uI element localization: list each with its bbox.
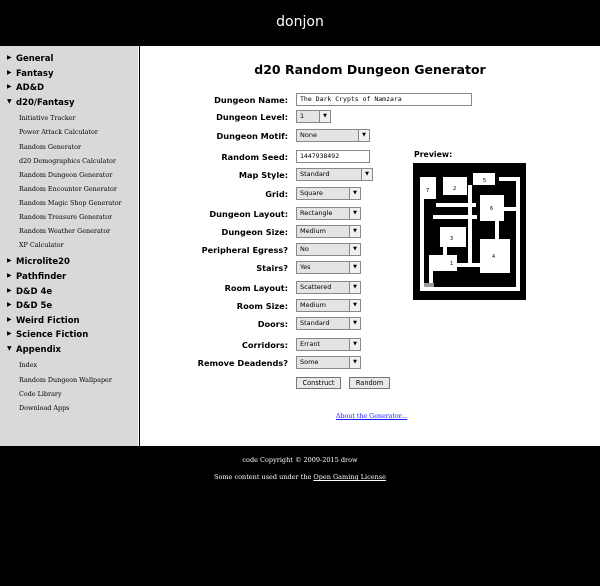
doors-select[interactable]: [296, 317, 361, 330]
open-gaming-license-link[interactable]: Open Gaming License: [313, 473, 386, 481]
chevron-down-icon: ▼: [349, 357, 360, 368]
sidebar-item-link[interactable]: Power Attack Calculator: [19, 128, 98, 137]
chevron-down-icon: ▼: [349, 318, 360, 329]
sidebar-section-label: D&D 5e: [16, 300, 53, 311]
sidebar-section-fantasy[interactable]: [0, 66, 138, 81]
sidebar-section-d-d-4e[interactable]: [0, 284, 138, 299]
sidebar-item-link[interactable]: Index: [19, 361, 38, 370]
chevron-down-icon: ▼: [349, 300, 360, 311]
room-layout-select[interactable]: [296, 281, 361, 294]
corridors-label: Corridors:: [241, 340, 288, 350]
sidebar-item-link[interactable]: Code Library: [19, 389, 62, 398]
room-number: 5: [483, 178, 487, 184]
map-corridor: [457, 263, 481, 267]
sidebar-section-label: Fantasy: [16, 68, 54, 79]
sidebar-section-label: Microlite20: [16, 257, 70, 268]
room-layout-value: Scattered: [300, 283, 332, 291]
sidebar-item-link[interactable]: XP Calculator: [19, 241, 64, 250]
dungeon-layout-label: Dungeon Layout:: [209, 209, 288, 219]
sidebar-section-d20-fantasy[interactable]: [0, 95, 138, 110]
sidebar-nav-list: [0, 46, 138, 415]
sidebar-section-pathfinder[interactable]: [0, 269, 138, 284]
triangle-down-icon: ▼: [7, 344, 12, 352]
dungeon-size-label: Dungeon Size:: [221, 227, 288, 237]
sidebar-section-science-fiction[interactable]: [0, 327, 138, 342]
sidebar-item-link[interactable]: Random Treasure Generator: [19, 213, 113, 222]
peripheral-egress-value: No: [300, 245, 309, 253]
chevron-down-icon: ▼: [349, 244, 360, 255]
chevron-down-icon: ▼: [349, 188, 360, 199]
triangle-right-icon: ▶: [7, 54, 12, 61]
sidebar-section-label: Pathfinder: [16, 271, 67, 282]
map-corridor: [504, 207, 516, 211]
sidebar-item-link[interactable]: Initiative Tracker: [19, 114, 76, 123]
sidebar-section-appendix[interactable]: [0, 342, 138, 357]
triangle-down-icon: ▼: [7, 97, 12, 105]
triangle-right-icon: ▶: [7, 315, 12, 323]
dungeon-layout-select[interactable]: [296, 207, 361, 220]
sidebar-item-link[interactable]: Random Magic Shop Generator: [19, 198, 122, 207]
room-number: 3: [450, 236, 454, 242]
dungeon-motif-select[interactable]: [296, 129, 370, 142]
remove-deadends-label: Remove Deadends?: [197, 358, 288, 368]
doors-value: Standard: [300, 319, 330, 327]
sidebar-section-ad-d[interactable]: [0, 80, 138, 95]
dungeon-name-input[interactable]: The Dark Crypts of Namzara: [296, 93, 472, 106]
map-style-value: Standard: [300, 170, 330, 178]
room-number: 4: [492, 254, 496, 260]
map-style-label: Map Style:: [238, 170, 288, 180]
random-seed-input[interactable]: 1447938492: [296, 150, 370, 163]
room-size-value: Medium: [300, 301, 326, 309]
sidebar-section-d-d-5e[interactable]: [0, 298, 138, 313]
about-generator-link[interactable]: About the Generator...: [335, 413, 408, 420]
sidebar-item-link[interactable]: d20 Demographics Calculator: [19, 156, 116, 165]
sidebar-section-label: Science Fiction: [16, 330, 89, 341]
dungeon-motif-label: Dungeon Motif:: [216, 131, 288, 141]
dungeon-motif-value: None: [300, 131, 317, 139]
sidebar-section-label: AD&D: [16, 82, 45, 93]
map-corridor: [495, 221, 499, 239]
map-stairs: [424, 283, 434, 287]
triangle-right-icon: ▶: [7, 257, 12, 265]
site-header: [0, 0, 600, 46]
sidebar-item-link[interactable]: Random Generator: [19, 142, 82, 151]
corridors-select[interactable]: [296, 338, 361, 351]
peripheral-egress-label: Peripheral Egress?: [201, 245, 288, 255]
remove-deadends-value: Some: [300, 358, 319, 366]
chevron-down-icon: ▼: [361, 169, 372, 180]
dungeon-level-value: 1: [300, 112, 305, 120]
grid-value: Square: [300, 189, 323, 197]
triangle-right-icon: ▶: [7, 83, 12, 91]
room-number: 2: [453, 186, 457, 192]
map-corridor: [468, 185, 472, 265]
map-corridor: [433, 215, 477, 219]
sidebar-item-link[interactable]: Random Dungeon Wallpaper: [19, 375, 112, 384]
map-style-select[interactable]: [296, 168, 373, 181]
sidebar-item-link[interactable]: Download Apps: [19, 403, 70, 412]
room-number: 1: [450, 261, 454, 267]
page-title: d20 Random Dungeon Generator: [254, 62, 486, 77]
map-corridor: [516, 177, 520, 291]
license-text: [0, 473, 600, 481]
sidebar-nav: [0, 46, 139, 446]
license-prefix: Some content used under the: [214, 473, 314, 481]
doors-label: Doors:: [257, 319, 288, 329]
triangle-right-icon: ▶: [7, 330, 12, 338]
room-number: 6: [490, 206, 494, 212]
corridors-value: Errant: [300, 340, 320, 348]
room-size-label: Room Size:: [236, 301, 288, 311]
main-content: [140, 46, 600, 446]
dungeon-level-label: Dungeon Level:: [216, 112, 288, 122]
chevron-down-icon: ▼: [349, 226, 360, 237]
stairs-value: Yes: [300, 263, 311, 271]
room-layout-label: Room Layout:: [224, 283, 288, 293]
dungeon-layout-value: Rectangle: [300, 209, 333, 217]
map-corridor: [443, 247, 447, 255]
random-seed-label: Random Seed:: [221, 152, 288, 162]
chevron-down-icon: ▼: [319, 111, 330, 122]
dungeon-level-select[interactable]: [296, 110, 331, 123]
sidebar-section-label: Weird Fiction: [16, 315, 80, 326]
sidebar-item-link[interactable]: Random Weather Generator: [19, 227, 111, 236]
sidebar-section-label: General: [16, 53, 54, 64]
triangle-right-icon: ▶: [7, 301, 12, 309]
chevron-down-icon: ▼: [349, 208, 360, 219]
dungeon-preview-map[interactable]: [413, 163, 526, 300]
sidebar-section-weird-fiction[interactable]: [0, 313, 138, 328]
chevron-down-icon: ▼: [349, 262, 360, 273]
dungeon-name-label: Dungeon Name:: [214, 95, 288, 105]
copyright-text: code Copyright © 2009-2015 drow: [242, 456, 358, 464]
chevron-down-icon: ▼: [349, 339, 360, 350]
peripheral-egress-select[interactable]: [296, 243, 361, 256]
grid-select[interactable]: [296, 187, 361, 200]
sidebar-item-link[interactable]: Random Encounter Generator: [19, 184, 117, 193]
map-corridor: [420, 287, 520, 291]
triangle-right-icon: ▶: [7, 68, 12, 76]
site-footer: [0, 446, 600, 586]
sidebar-section-label: Appendix: [16, 344, 62, 355]
stairs-label: Stairs?: [256, 263, 288, 273]
room-size-select[interactable]: [296, 299, 361, 312]
preview-label: Preview:: [414, 150, 453, 159]
room-number: 7: [426, 188, 430, 194]
remove-deadends-select[interactable]: [296, 356, 361, 369]
site-title[interactable]: donjon: [276, 14, 324, 30]
sidebar-section-label: d20/Fantasy: [16, 97, 75, 108]
random-button[interactable]: Random: [349, 377, 390, 389]
chevron-down-icon: ▼: [358, 130, 369, 141]
sidebar-section-label: D&D 4e: [16, 286, 53, 297]
stairs-icon: [424, 283, 434, 287]
construct-button[interactable]: Construct: [296, 377, 341, 389]
sidebar-section-general[interactable]: [0, 51, 138, 66]
stairs-select[interactable]: [296, 261, 361, 274]
chevron-down-icon: ▼: [349, 282, 360, 293]
sidebar-section-microlite20[interactable]: [0, 254, 138, 269]
map-corridor: [499, 177, 517, 181]
map-corridor: [420, 199, 424, 289]
triangle-right-icon: ▶: [7, 271, 12, 279]
dungeon-size-value: Medium: [300, 227, 326, 235]
triangle-right-icon: ▶: [7, 286, 12, 294]
sidebar-item-link[interactable]: Random Dungeon Generator: [19, 170, 113, 179]
dungeon-size-select[interactable]: [296, 225, 361, 238]
grid-label: Grid:: [265, 189, 288, 199]
